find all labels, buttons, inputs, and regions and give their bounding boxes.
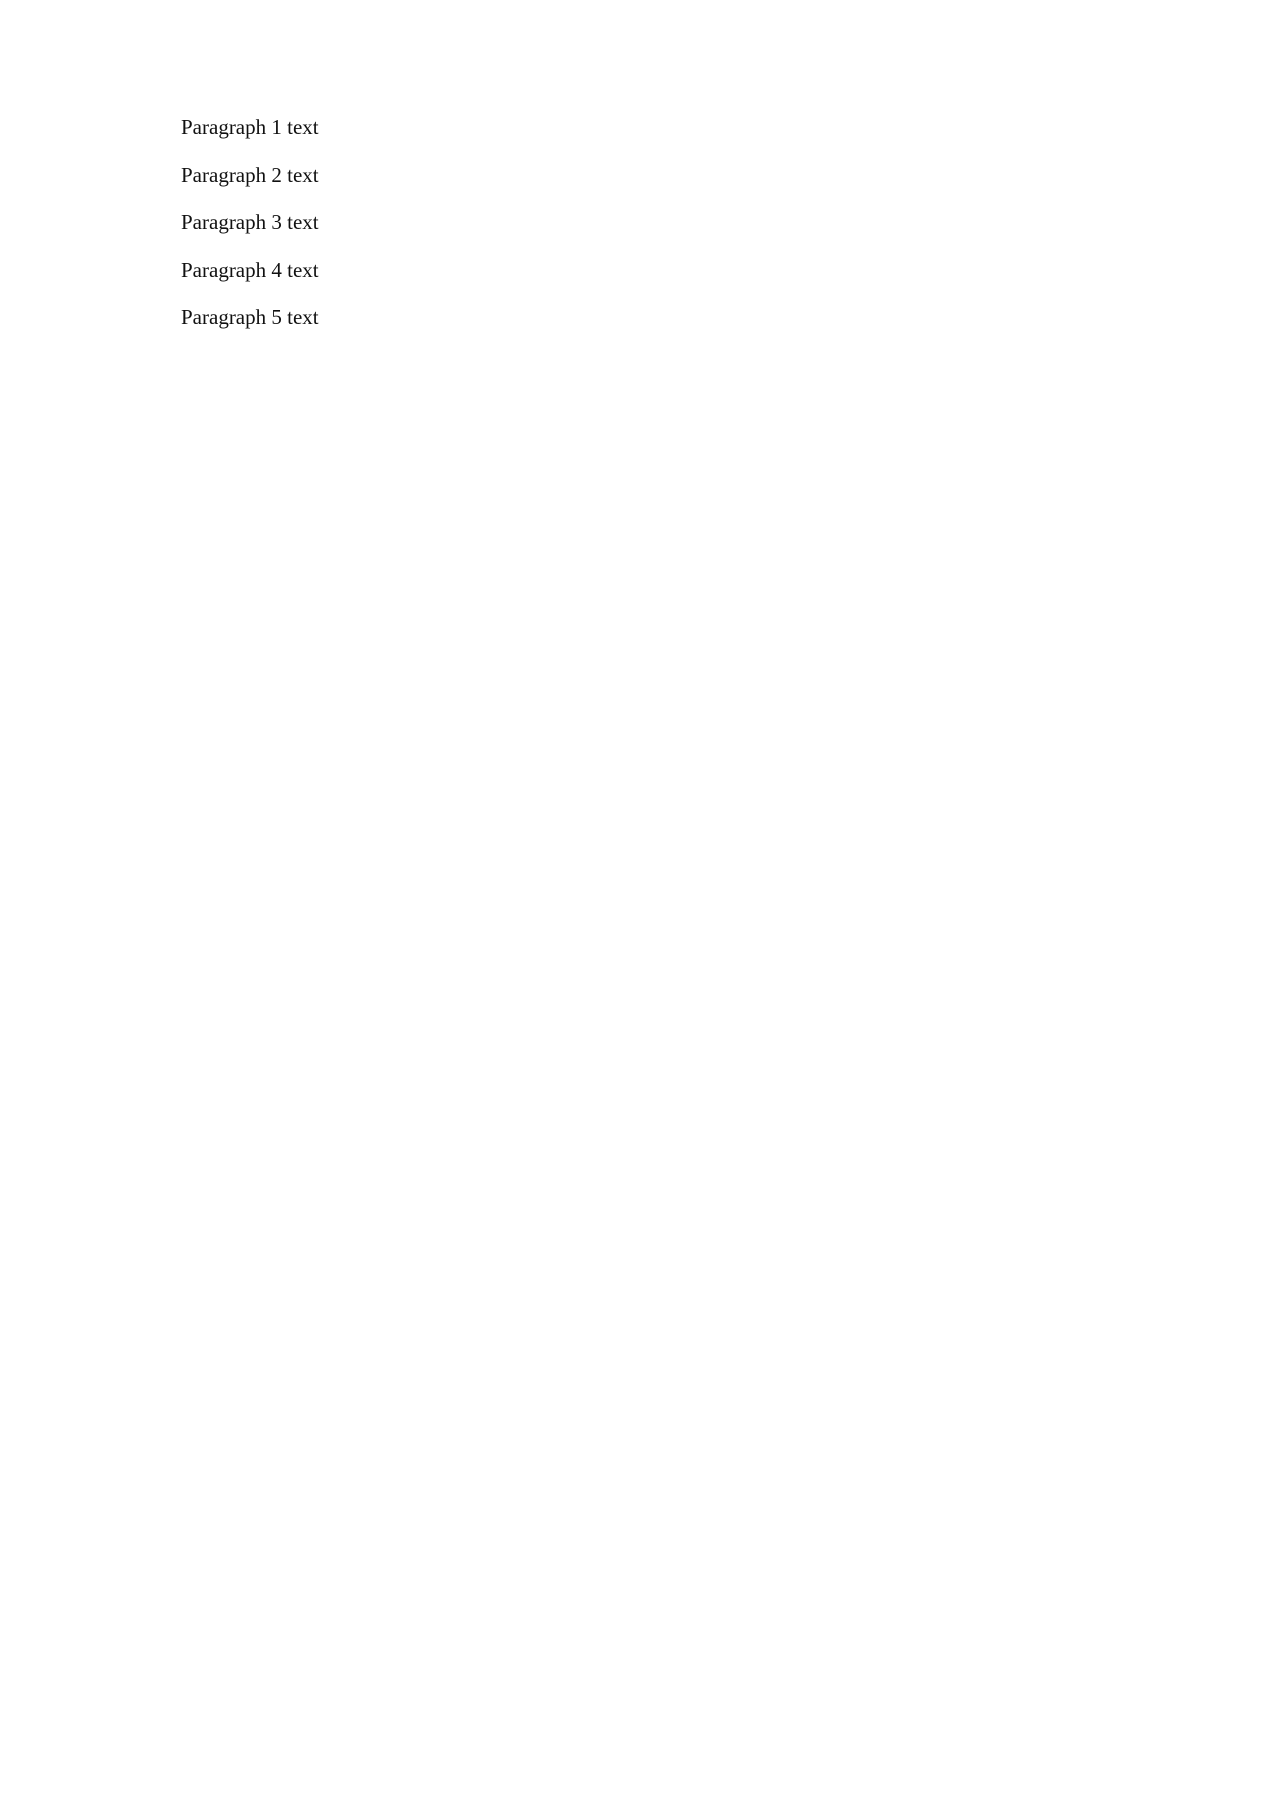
paragraph-1: Paragraph 1 text <box>181 115 319 139</box>
paragraph-2: Paragraph 2 text <box>181 162 319 187</box>
paragraph-4: Paragraph 4 text <box>181 257 319 282</box>
paragraph-3: Paragraph 3 text <box>181 210 319 235</box>
document-body <box>181 114 1177 352</box>
paragraph-5: Paragraph 5 text <box>181 305 319 330</box>
